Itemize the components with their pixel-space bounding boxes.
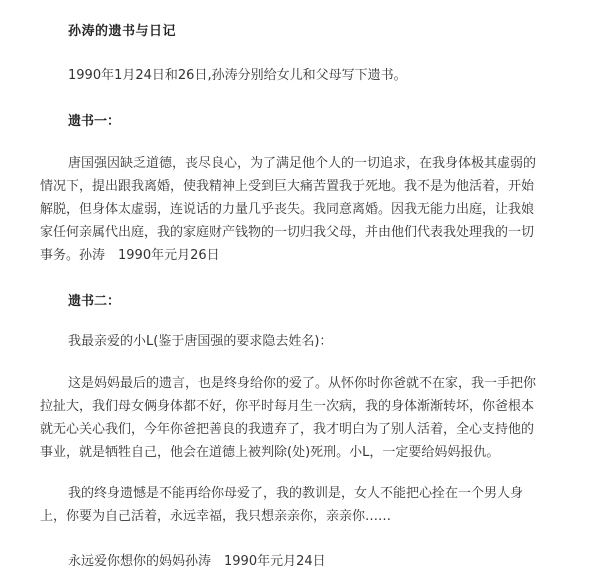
letter-two-heading: 遗书二： bbox=[68, 294, 121, 309]
letter-two-salutation: 我最亲爱的小L(鉴于唐国强的要求隐去姓名)： bbox=[68, 334, 333, 349]
text-line: 情况下，提出跟我离婚，使我精神上受到巨大痛苦置我于死地。我不是为他活着，开始 bbox=[40, 179, 535, 194]
document-title: 孙涛的遗书与日记 bbox=[68, 24, 177, 39]
letter-two-paragraph-1 bbox=[0, 372, 602, 464]
text-line: 我的终身遗憾是不能再给你母爱了，我的教训是，女人不能把心拴在一个男人身 bbox=[68, 486, 524, 501]
letter-two-paragraph-2 bbox=[0, 482, 602, 528]
text-line: 上，你要为自己活着，永远幸福，我只想亲亲你，亲亲你…… bbox=[40, 509, 392, 524]
text-line: 拉扯大，我们母女俩身体都不好，你平时每月生一次病，我的身体渐渐转坏，你爸根本 bbox=[40, 399, 535, 414]
letter-one-heading: 遗书一： bbox=[68, 114, 121, 129]
letter-one-body bbox=[0, 152, 602, 267]
intro-text: 1990年1月24日和26日,孙涛分别给女儿和父母写下遗书。 bbox=[68, 68, 407, 83]
text-line: 事业，就是牺牲自己，他会在道德上被判除(处)死刑。小L，一定要给妈妈报仇。 bbox=[40, 445, 500, 460]
text-line: 解脱，但身体太虚弱，连说话的力量几乎丧失。我同意离婚。因我无能力出庭，让我娘 bbox=[40, 202, 535, 217]
letter-two-signoff: 永远爱你想你的妈妈孙涛 1990年元月24日 bbox=[68, 554, 326, 569]
text-line: 唐国强因缺乏道德，丧尽良心，为了满足他个人的一切追求，在我身体极其虚弱的 bbox=[68, 156, 537, 171]
text-line: 家任何亲属代出庭，我的家庭财产钱物的一切归我父母，并由他们代表我处理我的一切 bbox=[40, 225, 535, 240]
text-line: 事务。孙涛 1990年元月26日 bbox=[40, 248, 220, 263]
text-line: 就无心关心我们，今年你爸把善良的我遗弃了，我才明白为了别人活着，全心支持他的 bbox=[40, 422, 535, 437]
text-line: 这是妈妈最后的遗言，也是终身给你的爱了。从怀你时你爸就不在家，我一手把你 bbox=[68, 376, 537, 391]
